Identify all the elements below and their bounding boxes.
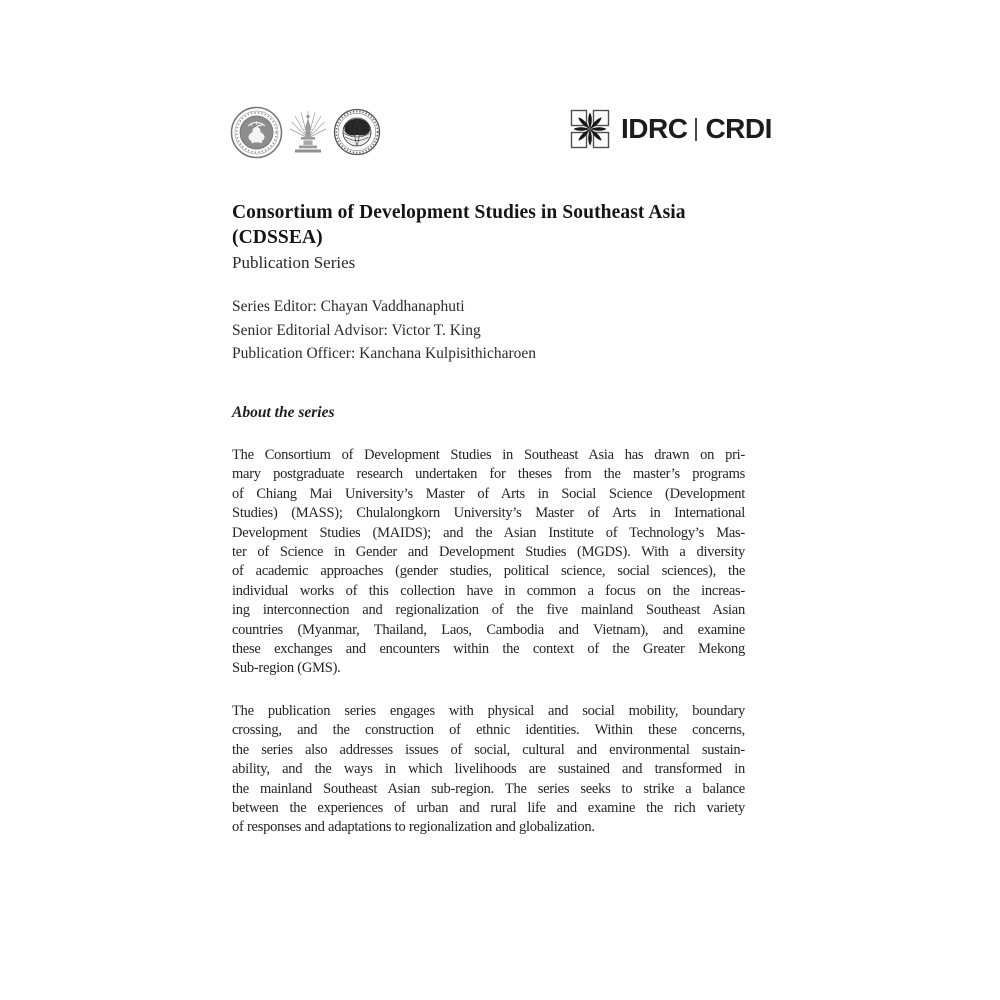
about-series-heading: About the series <box>232 404 335 421</box>
chiang-mai-university-seal-icon <box>230 106 283 159</box>
about-paragraph-1 <box>232 446 745 679</box>
partner-logos-row <box>230 106 381 159</box>
text-line: the mainland Southeast Asian sub-region. The series seeks to strike a balance <box>232 780 745 797</box>
text-line: Senior Editorial Advisor: Victor T. King <box>232 321 481 339</box>
text-line: Series Editor: Chayan Vaddhanaphuti <box>232 298 465 315</box>
editorial-credits <box>232 295 536 366</box>
idrc-crdi-logo <box>570 109 772 149</box>
crdi-wordmark: CRDI <box>705 113 772 144</box>
text-line: between the experiences of urban and rural life and examine the rich variety <box>232 800 745 817</box>
text-line: Sub-region (GMS). <box>232 660 341 677</box>
text-line: ter of Science in Gender and Development Studies (MGDS). With a diversity <box>232 544 745 561</box>
asian-institute-of-technology-seal-icon <box>333 108 381 156</box>
text-line: countries (Myanmar, Thailand, Laos, Cambodia and Vietnam), and examine <box>232 621 745 638</box>
text-line: crossing, and the construction of ethnic identities. Within these concerns, <box>232 722 745 739</box>
text-line: Studies) (MASS); Chulalongkorn University’s Master of Arts in International <box>232 505 745 522</box>
idrc-star-icon <box>570 109 610 149</box>
text-line: mary postgraduate research undertaken for theses from the master’s programs <box>232 466 745 483</box>
text-line: The publication series engages with physical and social mobility, boundary <box>232 703 745 719</box>
text-line: individual works of this collection have in common a focus on the increas- <box>232 582 745 599</box>
series-title-line-1: Consortium of Development Studies in Southeast Asia <box>232 202 686 223</box>
logo-divider <box>695 118 697 141</box>
text-line: the series also addresses issues of social, cultural and environmental sustain- <box>232 741 745 758</box>
text-line: ability, and the ways in which livelihoods are sustained and transformed in <box>232 761 745 778</box>
text-line: The Consortium of Development Studies in Southeast Asia has drawn on pri- <box>232 447 745 463</box>
series-subtitle: Publication Series <box>232 253 356 272</box>
title-block <box>232 201 686 275</box>
text-line: ing interconnection and regionalization of the five mainland Southeast Asian <box>232 602 745 619</box>
about-paragraph-2 <box>232 702 745 838</box>
text-line: these exchanges and encounters within the context of the Greater Mekong <box>232 641 745 658</box>
text-line: Development Studies (MAIDS); and the Asian Institute of Technology’s Mas- <box>232 524 745 541</box>
text-line: Publication Officer: Kanchana Kulpisithicharoen <box>232 345 537 362</box>
text-line: of Chiang Mai University’s Master of Arts in Social Science (Development <box>232 485 745 502</box>
series-title-line-2: (CDSSEA) <box>232 226 323 248</box>
chulalongkorn-university-emblem-icon <box>288 106 328 159</box>
text-line: of academic approaches (gender studies, political science, social sciences), the <box>232 563 745 580</box>
text-line: of responses and adaptations to regionalization and globalization. <box>232 819 595 836</box>
idrc-wordmark: IDRC <box>621 113 688 144</box>
